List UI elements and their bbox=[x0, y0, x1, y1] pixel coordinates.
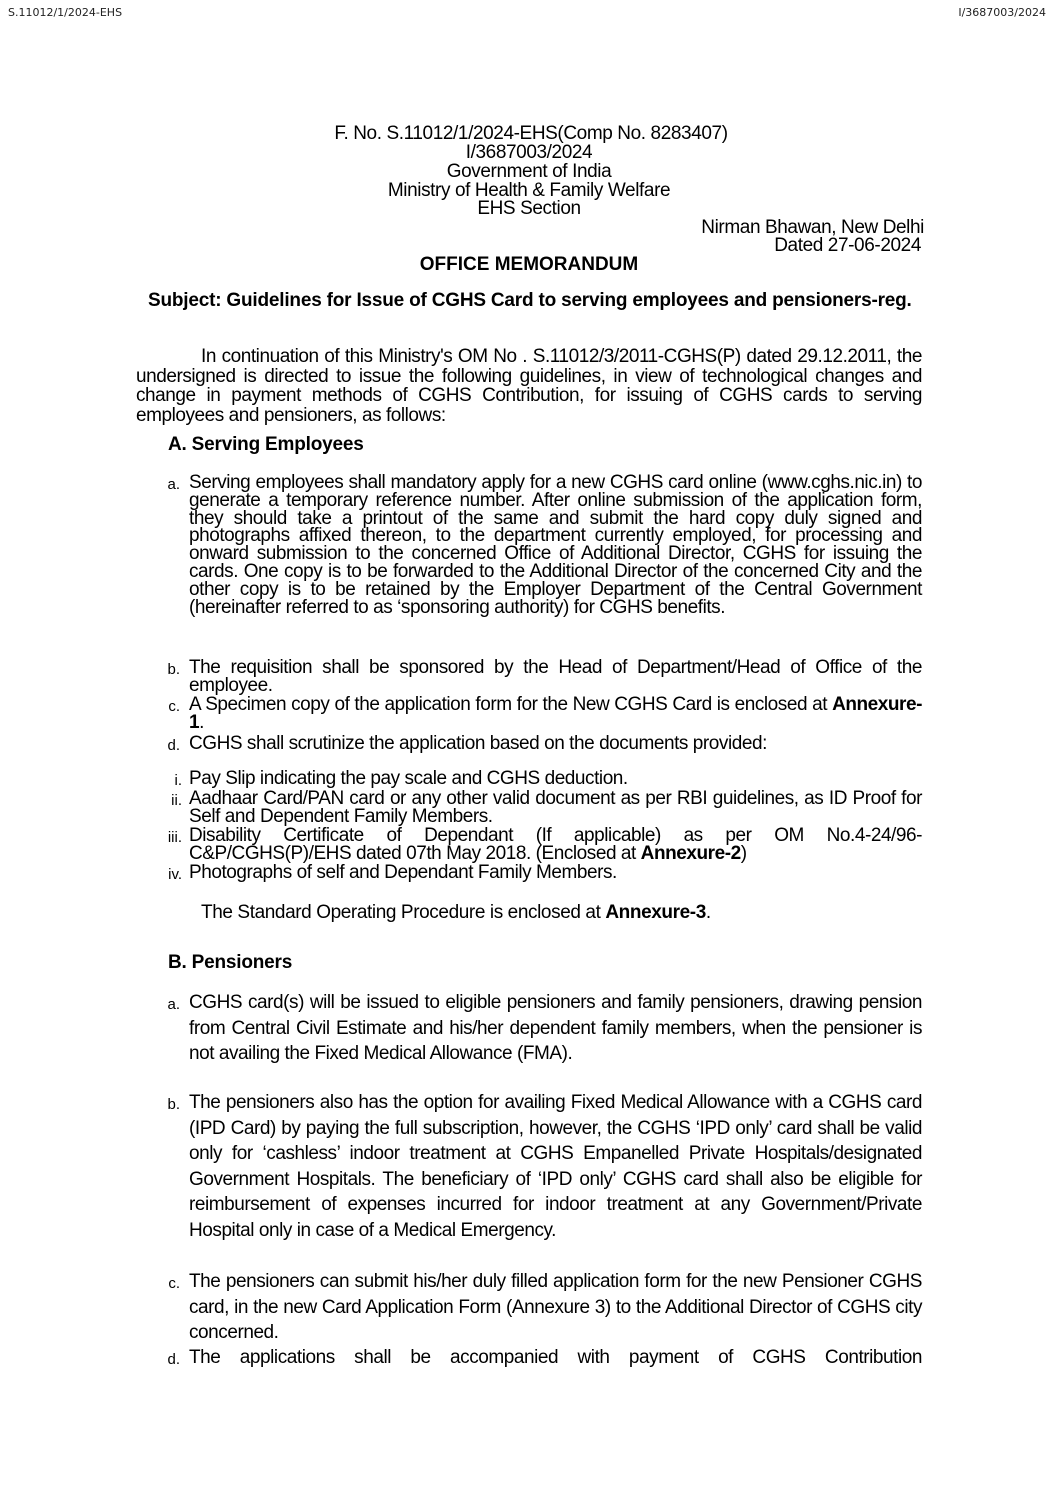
sublist-marker: i. bbox=[174, 772, 182, 789]
item-tail: . bbox=[199, 711, 204, 733]
place: Nirman Bhawan, New Delhi bbox=[701, 217, 924, 238]
section-name: EHS Section bbox=[477, 198, 581, 219]
annexure-ref: Annexure-1 bbox=[189, 694, 922, 733]
sublist-item: Pay Slip indicating the pay scale and CGHS deduction. bbox=[189, 768, 628, 789]
document-title: OFFICE MEMORANDUM bbox=[419, 254, 639, 275]
sop-line bbox=[201, 903, 711, 922]
list-item: The pensioners can submit his/her duly filled application form for the new Pensioner CGHS card, in the new Card Application Form (Annexure 3) to the Additional Director of CGHS city concerned. bbox=[189, 1271, 922, 1344]
sublist-marker: ii. bbox=[171, 792, 182, 809]
section-b-heading: B. Pensioners bbox=[168, 952, 293, 973]
intro-paragraph: In continuation of this Ministry's OM No . S.11012/3/2011-CGHS(P) dated 29.12.2011, the undersigned is directed to issue the following guidelines, in view of technological changes and change in payment methods of CGHS Contribution, for issuing of CGHS cards to serving employees and pensioners, as follows: bbox=[136, 346, 922, 426]
item-text: A Specimen copy of the application form for the New CGHS Card is enclosed at bbox=[189, 694, 833, 715]
list-marker: d. bbox=[167, 1351, 180, 1368]
annexure-ref: Annexure-3 bbox=[605, 902, 706, 923]
sublist-item: Aadhaar Card/PAN card or any other valid document as per RBI guidelines, as ID Proof for Self and Dependent Family Members. bbox=[189, 788, 922, 827]
sop-text: The Standard Operating Procedure is enclosed at bbox=[201, 902, 606, 923]
list-marker: b. bbox=[167, 1096, 180, 1113]
date: Dated 27-06-2024 bbox=[774, 235, 921, 256]
sublist-marker: iii. bbox=[167, 829, 182, 846]
list-item: Serving employees shall mandatory apply for a new CGHS card online (www.cghs.nic.in) to generate a temporary reference number. After online submission of the application form, they should take a printout of the same and submit the hard copy duly signed and photographs affixed thereon, to the department currently employed, for processing and onward submission to the concerned Office of Additional Director, CGHS for issuing the cards. One copy is to be forwarded to the Additional Director of the concerned City and the other copy is to be retained by the Employer Department of the Central Government (hereinafter referred to as ‘sponsoring authority) for CGHS benefits. bbox=[189, 472, 922, 618]
sublist-item: Photographs of self and Dependant Family Members. bbox=[189, 862, 617, 883]
list-marker: a. bbox=[167, 476, 180, 493]
subject: Subject: Guidelines for Issue of CGHS Card to serving employees and pensioners-reg. bbox=[148, 290, 912, 311]
section-a-heading: A. Serving Employees bbox=[168, 434, 364, 455]
list-item: CGHS shall scrutinize the application based on the documents provided: bbox=[189, 733, 767, 754]
sublist-item bbox=[189, 827, 922, 863]
list-marker: c. bbox=[168, 1275, 180, 1292]
list-marker: a. bbox=[167, 996, 180, 1013]
list-item bbox=[189, 696, 922, 732]
item-text: Disability Certificate of Dependant (If applicable) as per OM No.4-24/96-C&P/CGHS(P)/EHS dated 07th May 2018. (Enclosed at bbox=[189, 825, 922, 864]
list-marker: b. bbox=[167, 661, 180, 678]
list-marker: c. bbox=[168, 698, 180, 715]
list-marker: d. bbox=[167, 737, 180, 754]
ministry-name: Ministry of Health & Family Welfare bbox=[387, 180, 671, 201]
file-stamp-right: I/3687003/2024 bbox=[958, 6, 1046, 19]
file-number: F. No. S.11012/1/2024-EHS(Comp No. 8283407) bbox=[334, 123, 728, 144]
sublist-marker: iv. bbox=[168, 866, 182, 883]
sop-tail: . bbox=[705, 902, 711, 923]
file-stamp-left: S.11012/1/2024-EHS bbox=[8, 6, 123, 19]
list-item: The requisition shall be sponsored by the Head of Department/Head of Office of the employee. bbox=[189, 657, 922, 696]
list-item: CGHS card(s) will be issued to eligible pensioners and family pensioners, drawing pension from Central Civil Estimate and his/her dependent family members, when the pensioner is not availing the Fixed Medical Allowance (FMA). bbox=[189, 992, 922, 1065]
item-tail: ) bbox=[740, 842, 747, 864]
government-name: Government of India bbox=[446, 161, 612, 182]
reference-number: I/3687003/2024 bbox=[465, 142, 593, 163]
annexure-ref: Annexure-2 bbox=[640, 842, 741, 864]
list-item: The pensioners also has the option for availing Fixed Medical Allowance with a CGHS card (IPD Card) by paying the full subscription, however, the CGHS ‘IPD only’ card shall be valid only for ‘cashless’ indoor treatment at CGHS Empanelled Private Hospitals/designated Government Hospitals. The beneficiary of ‘IPD only’ CGHS card shall also be eligible for reimbursement of expenses incurred for indoor treatment at any Government/Private Hospital only in case of a Medical Emergency. bbox=[189, 1092, 922, 1241]
list-item: The applications shall be accompanied with payment of CGHS Contribution bbox=[189, 1347, 922, 1368]
